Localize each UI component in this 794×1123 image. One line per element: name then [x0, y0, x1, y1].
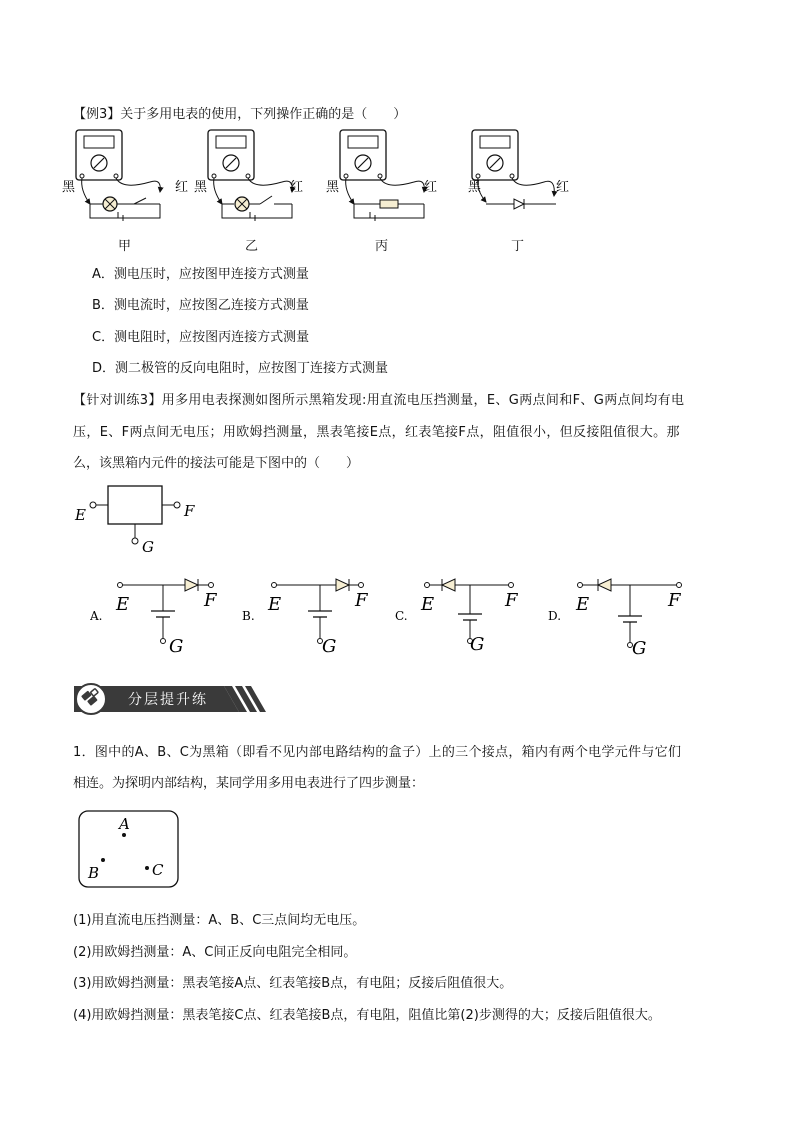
label-d-g: G [632, 638, 647, 659]
q1-step-2: (2)用欧姆挡测量：A、C间正反向电阻完全相同。 [73, 945, 357, 960]
label-a-e: E [116, 594, 130, 615]
label-red-2: 红 [290, 180, 304, 195]
point-g: G [142, 538, 154, 556]
multimeter-figures [60, 122, 580, 230]
circuit-c [425, 579, 514, 644]
figure-ding [472, 130, 556, 209]
option-b: B．测电流时，应按图乙连接方式测量 [92, 298, 309, 313]
choice-a: A. [90, 609, 103, 623]
figure-bing [340, 130, 424, 221]
black-box-efg [70, 482, 210, 558]
label-red-4: 红 [556, 180, 570, 195]
training3-line3: 么，该黑箱内元件的接法可能是下图中的（ ） [73, 456, 360, 471]
point-b: B [88, 864, 100, 882]
figure-yi [208, 130, 292, 221]
label-a-f: F [204, 590, 217, 611]
figure-jia [76, 130, 160, 221]
q1-step-3: (3)用欧姆挡测量：黑表笔接A点、红表笔接B点，有电阻；反接后阻值很大。 [73, 976, 513, 991]
example3-stem: 【例3】关于多用电表的使用，下列操作正确的是（ ） [73, 107, 407, 122]
caption-bing: 丙 [375, 239, 389, 254]
point-a: A [119, 815, 130, 833]
label-black-4: 黑 [468, 180, 482, 195]
choice-d: D. [548, 609, 562, 623]
circuit-b [272, 579, 364, 644]
label-black-1: 黑 [62, 180, 76, 195]
q1-step-1: (1)用直流电压挡测量：A、B、C三点间均无电压。 [73, 913, 366, 928]
label-a-g: G [169, 636, 184, 657]
circuit-choices [90, 574, 710, 660]
choice-c: C. [395, 609, 408, 623]
caption-ding: 丁 [511, 239, 525, 254]
label-b-g: G [322, 636, 337, 657]
label-c-g: G [470, 634, 485, 655]
option-a: A．测电压时，应按图甲连接方式测量 [92, 267, 309, 282]
label-b-e: E [268, 594, 282, 615]
label-red-3: 红 [424, 180, 438, 195]
label-black-2: 黑 [194, 180, 208, 195]
q1-line2: 相连。为探明内部结构，某同学用多用电表进行了四步测量： [73, 776, 425, 791]
label-d-e: E [576, 594, 590, 615]
point-e: E [75, 506, 86, 524]
point-c: C [152, 861, 164, 879]
label-red-1: 红 [175, 180, 189, 195]
caption-jia: 甲 [118, 239, 132, 254]
training3-line1: 【针对训练3】用多用电表探测如图所示黑箱发现:用直流电压挡测量，E、G两点间和F、G两点间均有电 [73, 393, 685, 408]
q1-step-4: (4)用欧姆挡测量：黑表笔接C点、红表笔接B点，有电阻，阻值比第(2)步测得的大；反接后阻值很大。 [73, 1008, 661, 1023]
choice-b: B. [242, 609, 255, 623]
section-title: 分层提升练 [128, 692, 208, 708]
label-d-f: F [668, 590, 681, 611]
option-d: D．测二极管的反向电阻时，应按图丁连接方式测量 [92, 361, 389, 376]
label-c-e: E [421, 594, 435, 615]
circuit-d [578, 579, 682, 648]
q1-line1: 1．图中的A、B、C为黑箱（即看不见内部电路结构的盒子）上的三个接点，箱内有两个电学元件与它们 [73, 745, 682, 760]
label-c-f: F [505, 590, 518, 611]
option-c: C．测电阻时，应按图丙连接方式测量 [92, 330, 310, 345]
caption-yi: 乙 [245, 239, 259, 254]
label-black-3: 黑 [326, 180, 340, 195]
label-b-f: F [355, 590, 368, 611]
black-box-abc [78, 810, 180, 890]
training3-line2: 压，E、F两点间无电压；用欧姆挡测量，黑表笔接E点，红表笔接F点，阻值很小，但反接阻值很大。那 [73, 425, 680, 440]
circuit-a [118, 579, 214, 644]
point-f: F [184, 502, 195, 520]
